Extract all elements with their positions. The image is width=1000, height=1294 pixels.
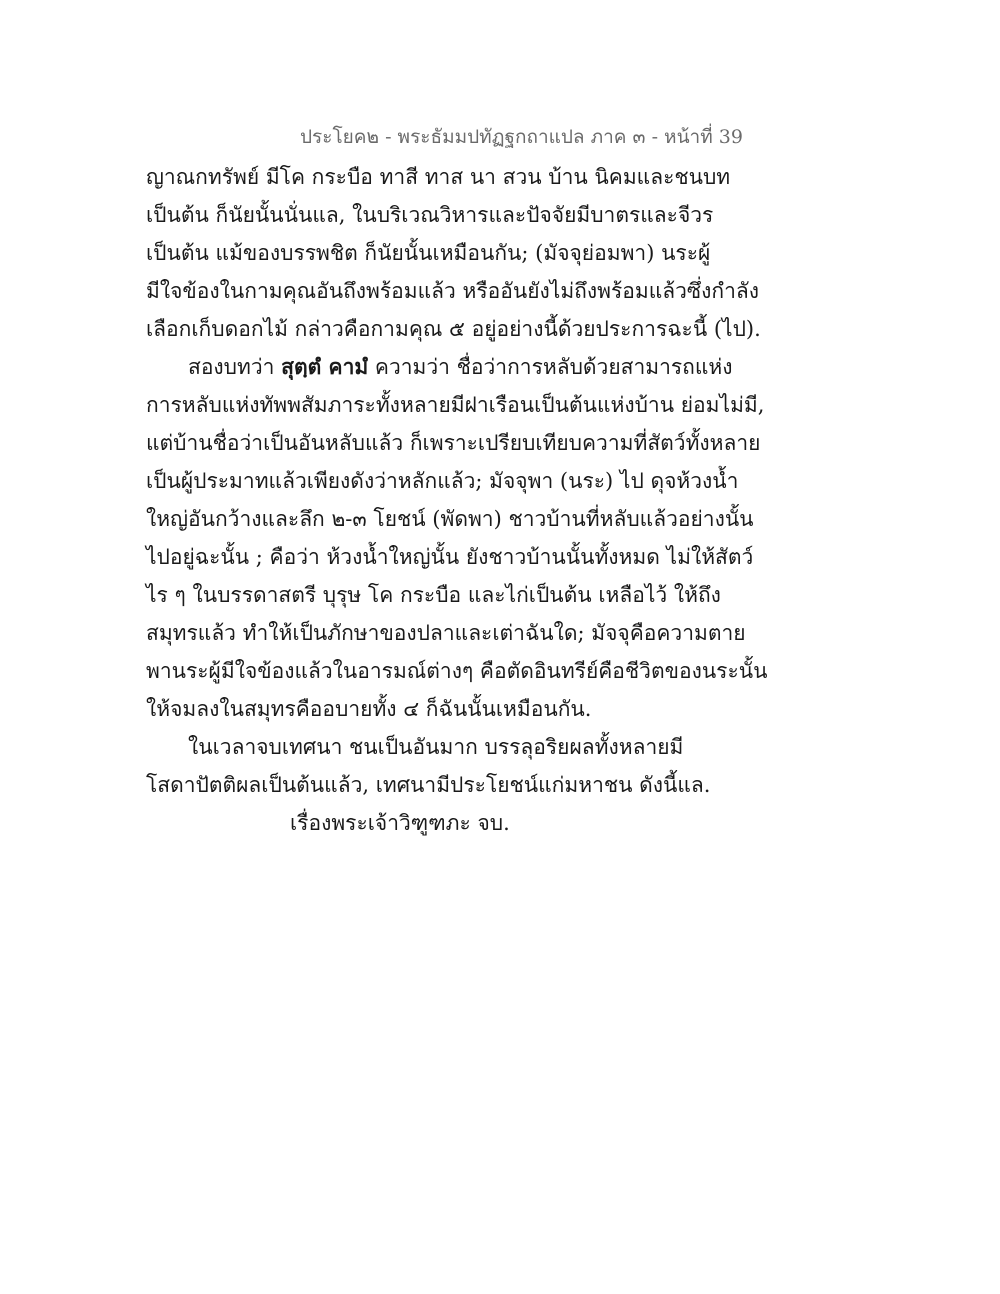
text-line: การหลับแห่งทัพพสัมภาระทั้งหลายมีฝาเรือนเป็นต้นแห่งบ้าน ย่อมไม่มี, bbox=[146, 393, 765, 417]
text-line: ในเวลาจบเทศนา ชนเป็นอันมาก บรรลุอริยผลทั้งหลายมี bbox=[188, 735, 684, 759]
text-line: เป็นผู้ประมาทแล้วเพียงดังว่าหลักแล้ว; มัจจุพา (นระ) ไป ดุจห้วงน้ำ bbox=[146, 469, 739, 493]
text-line bbox=[146, 348, 733, 386]
paragraph-1 bbox=[146, 158, 761, 348]
paragraph-3 bbox=[146, 728, 718, 804]
text-line: พานระผู้มีใจข้องแล้วในอารมณ์ต่างๆ คือตัดอินทรีย์คือชีวิตของนระนั้น bbox=[146, 659, 768, 683]
line-end: ความว่า ชื่อว่าการหลับด้วยสามารถแห่ง bbox=[368, 355, 733, 379]
text-line: โสดาปัตติผลเป็นต้นแล้ว, เทศนามีประโยชน์แก่มหาชน ดังนี้แล. bbox=[146, 773, 711, 797]
text-line: ไร ๆ ในบรรดาสตรี บุรุษ โค กระบือ และไก่เป็นต้น เหลือไว้ ให้ถึง bbox=[146, 583, 721, 607]
text-line: มีใจข้องในกามคุณอันถึงพร้อมแล้ว หรืออันยังไม่ถึงพร้อมแล้วซึ่งกำลัง bbox=[146, 279, 760, 303]
line-start: สองบทว่า bbox=[188, 355, 282, 379]
body-text bbox=[146, 158, 768, 842]
text-line: เลือกเก็บดอกไม้ กล่าวคือกามคุณ ๕ อยู่อย่างนี้ด้วยประการฉะนี้ (ไป). bbox=[146, 317, 761, 341]
text-line: เป็นต้น แม้ของบรรพชิต ก็นัยนั้นเหมือนกัน; (มัจจุย่อมพา) นระผู้ bbox=[146, 241, 711, 265]
text-line: เป็นต้น ก็นัยนั้นนั่นแล, ในบริเวณวิหารและปัจจัยมีบาตรและจีวร bbox=[146, 203, 714, 227]
text-line: ญาณกทรัพย์ มีโค กระบือ ทาสี ทาส นา สวน บ้าน นิคมและชนบท bbox=[146, 165, 731, 189]
text-line: ไปอยู่ฉะนั้น ; คือว่า ห้วงน้ำใหญ่นั้น ยังชาวบ้านนั้นทั้งหมด ไม่ให้สัตว์ bbox=[146, 545, 754, 569]
pali-term: สุตฺตํ คามํ bbox=[281, 354, 369, 379]
paragraph-2 bbox=[146, 348, 768, 728]
story-ending: เรื่องพระเจ้าวิฑูฑภะ จบ. bbox=[290, 811, 510, 835]
text-line: แต่บ้านชื่อว่าเป็นอันหลับแล้ว ก็เพราะเปรียบเทียบความที่สัตว์ทั้งหลาย bbox=[146, 431, 761, 455]
text-line: ให้จมลงในสมุทรคืออบายทั้ง ๔ ก็ฉันนั้นเหมือนกัน. bbox=[146, 697, 592, 721]
page-header: ประโยค๒ - พระธัมมปทัฏฐกถาแปล ภาค ๓ - หน้าที่ 39 bbox=[300, 126, 743, 148]
text-line: สมุทรแล้ว ทำให้เป็นภักษาของปลาและเต่าฉันใด; มัจจุคือความตาย bbox=[146, 621, 746, 645]
text-line: ใหญ่อันกว้างและลึก ๒-๓ โยชน์ (พัดพา) ชาวบ้านที่หลับแล้วอย่างนั้น bbox=[146, 507, 754, 531]
